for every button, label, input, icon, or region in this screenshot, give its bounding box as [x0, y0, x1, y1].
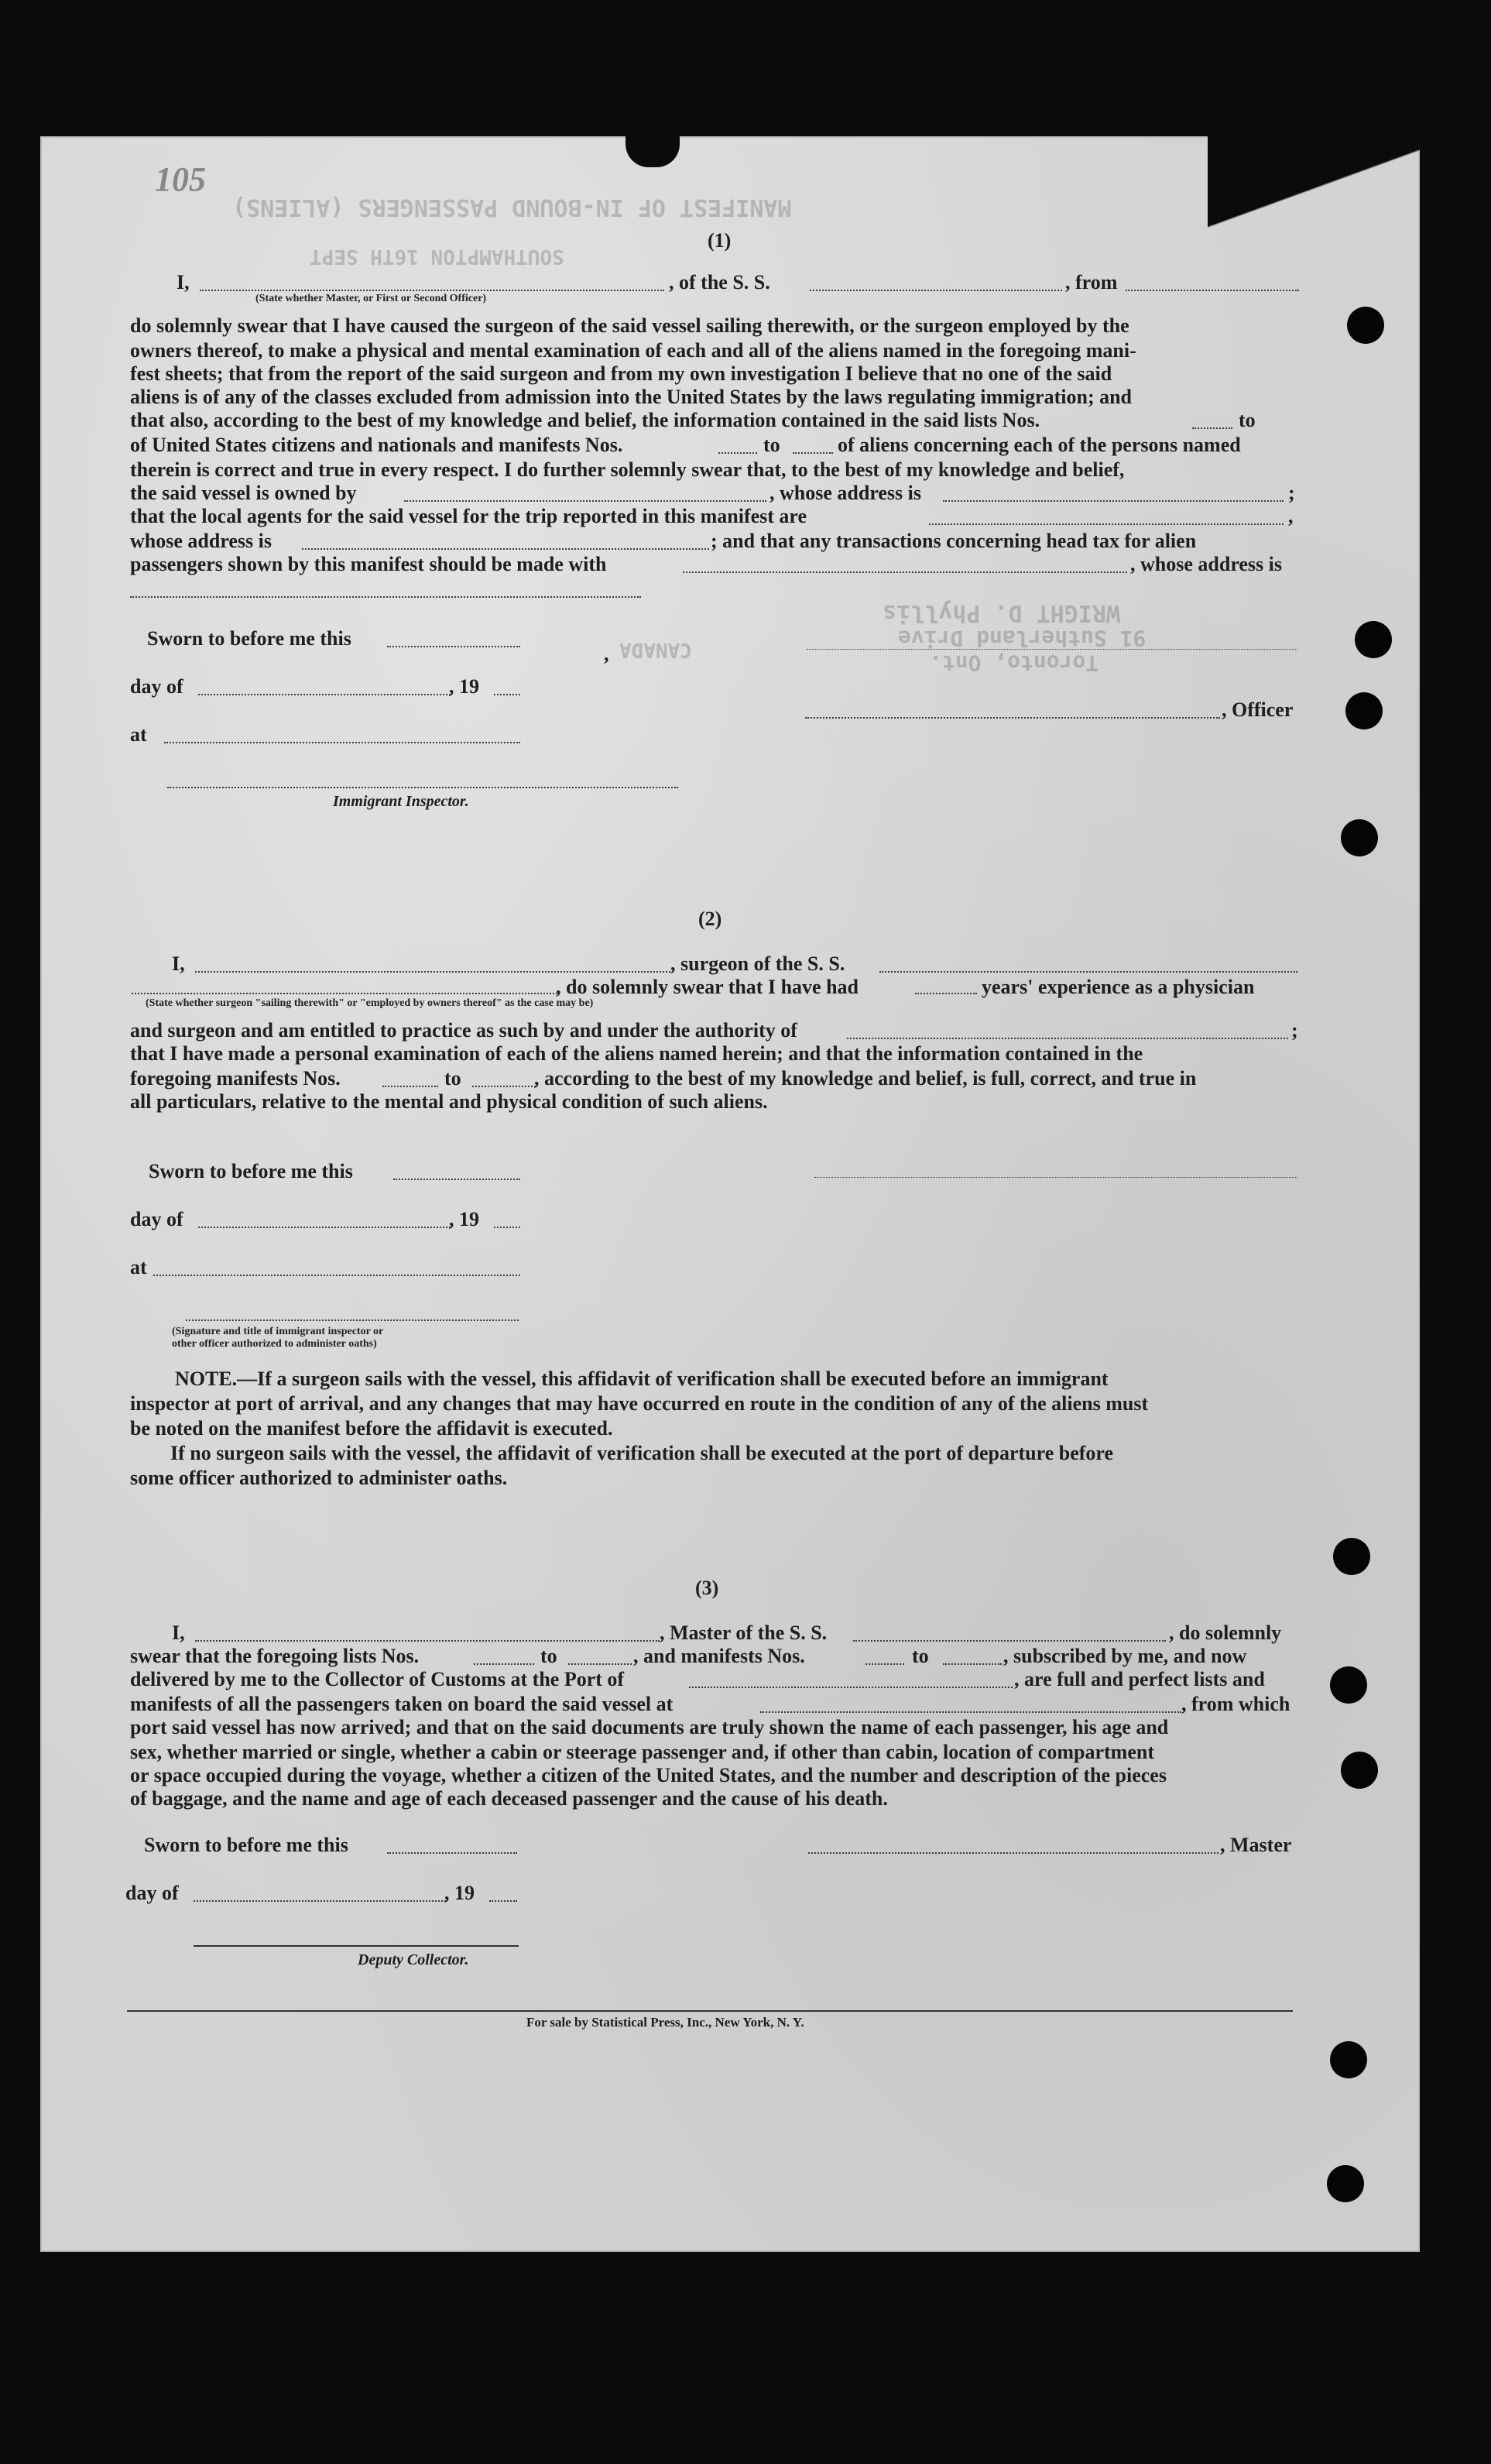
s3-lists-to-field[interactable] — [568, 1663, 632, 1665]
s3-year: , 19 — [444, 1882, 475, 1904]
agents-address-field[interactable] — [302, 548, 709, 550]
manifests-to-field[interactable] — [793, 452, 833, 454]
s3-master-signature-field[interactable] — [808, 1852, 1219, 1854]
s2-sworn-date-field[interactable] — [393, 1179, 520, 1180]
s3-para-line: port said vessel has now arrived; and that on the said documents are truly shown the name of each passenger, his age and — [130, 1716, 1169, 1738]
s2-sworn: Sworn to before me this — [149, 1160, 353, 1182]
s1-officer: , Officer — [1222, 698, 1294, 721]
s1-para-line: that also, according to the best of my knowledge and belief, the information contained in the said lists Nos. — [130, 409, 1040, 431]
bleed-through-text: WRIGHT D. Phyllis — [883, 599, 1121, 626]
s3-para-line: sex, whether married or single, whether a cabin or steerage passenger and, if other than cabin, location of compartment — [130, 1741, 1154, 1763]
s3-subscribed: , subscribed by me, and now — [1003, 1645, 1247, 1667]
s3-master-of: , Master of the S. S. — [660, 1622, 828, 1644]
punch-hole-icon — [1345, 692, 1383, 729]
s1-at-field[interactable] — [164, 742, 520, 743]
s2-surgeon-of: , surgeon of the S. S. — [670, 952, 845, 975]
s1-para-line: do solemnly swear that I have caused the surgeon of the said vessel sailing therewith, or the surgeon employed by the — [130, 314, 1129, 337]
s1-day-of: day of — [130, 675, 183, 698]
s1-officer-signature-field[interactable] — [807, 649, 1297, 650]
section-3-number: (3) — [695, 1577, 719, 1599]
s1-year: , 19 — [449, 675, 479, 698]
s3-year-field[interactable] — [489, 1900, 517, 1902]
s3-lists-from-field[interactable] — [474, 1663, 534, 1665]
s2-note-line: inspector at port of arrival, and any changes that may have occurred en route in the condition of any of the aliens must — [130, 1392, 1149, 1415]
s2-note-line: NOTE.—If a surgeon sails with the vessel, this affidavit of verification shall be executed before an immigrant — [175, 1368, 1109, 1390]
s3-manifests-to-field[interactable] — [943, 1663, 1002, 1665]
s2-para-line: foregoing manifests Nos. — [130, 1067, 341, 1090]
s1-inspector-signature-field[interactable] — [167, 787, 678, 788]
line1-ss: , of the S. S. — [669, 271, 770, 293]
punch-hole-icon — [1333, 1538, 1370, 1575]
line1-caption: (State whether Master, or First or Second Officer) — [255, 293, 487, 304]
s2-sig-caption-2: other officer authorized to administer oaths) — [172, 1338, 377, 1350]
s3-day-field[interactable] — [194, 1900, 446, 1902]
s1-of-aliens: of aliens concerning each of the persons named — [838, 434, 1241, 456]
s1-year-field[interactable] — [494, 694, 520, 695]
s2-swear: , do solemnly swear that I have had — [556, 976, 859, 998]
s2-surgeon-signature-field[interactable] — [814, 1177, 1297, 1178]
line1-i: I, — [177, 271, 190, 293]
s3-master: , Master — [1220, 1834, 1292, 1856]
s1-sworn-date-field[interactable] — [387, 646, 520, 647]
manifests-from-field[interactable] — [718, 452, 757, 454]
s1-para-line: passengers shown by this manifest should be made with — [130, 553, 607, 575]
line1-from: , from — [1065, 271, 1118, 293]
s1-officer-field[interactable] — [805, 717, 1220, 719]
s1-comma: , — [604, 643, 609, 665]
punch-hole-icon — [1330, 1666, 1367, 1704]
head-tax-address-field[interactable] — [130, 596, 641, 598]
lists-from-field[interactable] — [1192, 427, 1232, 429]
s2-authority-field[interactable] — [847, 1038, 1288, 1039]
s2-note-line: If no surgeon sails with the vessel, the affidavit of verification shall be executed at the port of departure before — [170, 1442, 1114, 1464]
s2-years: years' experience as a physician — [982, 976, 1255, 998]
s3-to: to — [540, 1645, 557, 1667]
bleed-through-text: 91 Sutherland Drive — [898, 626, 1147, 651]
s2-years-field[interactable] — [915, 993, 977, 994]
s2-day-field[interactable] — [198, 1227, 451, 1228]
s3-deputy-caption: Deputy Collector. — [358, 1951, 469, 1968]
s3-and-manifests: , and manifests Nos. — [633, 1645, 805, 1667]
s3-to: to — [912, 1645, 929, 1667]
s2-inspector-signature-field[interactable] — [186, 1320, 519, 1321]
punch-hole-icon — [1347, 307, 1384, 344]
s1-day-field[interactable] — [198, 694, 451, 695]
s3-from-which: , from which — [1181, 1693, 1290, 1715]
owner-address-field[interactable] — [943, 500, 1284, 502]
bleed-through-text: CANADA — [619, 638, 692, 661]
s2-surgeon-name-field[interactable] — [195, 971, 674, 973]
s3-master-name-field[interactable] — [195, 1640, 660, 1642]
s3-boarding-port-field[interactable] — [760, 1711, 1181, 1713]
s3-solemnly: , do solemnly — [1169, 1622, 1282, 1644]
printer-footer: For sale by Statistical Press, Inc., New York, N. Y. — [526, 2015, 804, 2030]
bleed-through-text: Toronto, Ont. — [929, 650, 1099, 676]
s3-day-of: day of — [125, 1882, 179, 1904]
s1-head-tax: ; and that any transactions concerning head tax for alien — [711, 530, 1197, 552]
s1-to: to — [1239, 409, 1256, 431]
s3-port-field[interactable] — [689, 1687, 1013, 1688]
s2-note-line: some officer authorized to administer oaths. — [130, 1467, 508, 1489]
s1-whose-address: , whose address is — [769, 482, 922, 504]
s3-manifests-from-field[interactable] — [865, 1663, 904, 1665]
s3-manifests: manifests of all the passengers taken on board the said vessel at — [130, 1693, 674, 1715]
page-corner-fold — [1208, 136, 1424, 245]
s1-para-line: that the local agents for the said vessel for the trip reported in this manifest are — [130, 505, 807, 527]
section-1-number: (1) — [708, 229, 732, 252]
s2-para-line: that I have made a personal examination of each of the aliens named herein; and that the information contained in the — [130, 1042, 1143, 1065]
bleed-through-text: MANIFEST OF IN-BOUND PASSENGERS (ALIENS) — [232, 194, 792, 221]
punch-hole-icon — [1341, 819, 1378, 856]
officer-name-field[interactable] — [200, 290, 664, 291]
s2-manifests-from-field[interactable] — [382, 1086, 438, 1087]
s1-para-line: of United States citizens and nationals and manifests Nos. — [130, 434, 623, 456]
s2-year-field[interactable] — [494, 1227, 520, 1228]
s3-i: I, — [172, 1622, 185, 1644]
s1-whose-address-is: , whose address is — [1130, 553, 1283, 575]
s3-vessel-field[interactable] — [853, 1640, 1166, 1642]
vessel-name-field[interactable] — [810, 290, 1062, 291]
s1-at: at — [130, 723, 147, 746]
s3-para-line: of baggage, and the name and age of each deceased passenger and the cause of his death. — [130, 1787, 888, 1810]
s1-comma: , — [1288, 505, 1294, 527]
s2-note-line: be noted on the manifest before the affidavit is executed. — [130, 1417, 613, 1440]
s2-according: , according to the best of my knowledge and belief, is full, correct, and true in — [534, 1067, 1197, 1090]
s2-para-line: all particulars, relative to the mental and physical condition of such aliens. — [130, 1090, 768, 1113]
s1-semicolon: ; — [1288, 482, 1295, 504]
s2-at: at — [130, 1256, 147, 1278]
agents-field[interactable] — [929, 523, 1284, 525]
manifest-number: 105 — [155, 160, 206, 198]
s2-semicolon: ; — [1291, 1019, 1298, 1042]
s1-para-line: whose address is — [130, 530, 272, 552]
s3-sworn-date-field[interactable] — [387, 1852, 517, 1854]
bleed-through-text: SOUTHAMPTON 16TH SEPT — [310, 245, 564, 268]
s3-swear-lists: swear that the foregoing lists Nos. — [130, 1645, 420, 1667]
s1-sworn: Sworn to before me this — [147, 627, 351, 650]
punch-hole-icon — [1330, 2041, 1367, 2078]
s2-surgeon-type-field[interactable] — [132, 993, 557, 994]
s1-para-line: aliens is of any of the classes excluded from admission into the United States by the laws regulating immigration; and — [130, 386, 1133, 408]
s2-caption: (State whether surgeon "sailing therewith" or "employed by owners thereof" as the case may be) — [146, 997, 594, 1009]
s2-para-line: and surgeon and am entitled to practice as such by and under the authority of — [130, 1019, 797, 1042]
s1-para-line: fest sheets; that from the report of the said surgeon and from my own investigation I believe that no one of the said — [130, 362, 1112, 385]
s1-inspector-caption: Immigrant Inspector. — [333, 793, 469, 810]
s2-i: I, — [172, 952, 185, 975]
s1-para-line: therein is correct and true in every respect. I do further solemnly swear that, to the best of my knowledge and belief, — [130, 458, 1125, 481]
s3-sworn: Sworn to before me this — [144, 1834, 348, 1856]
s2-sig-caption-1: (Signature and title of immigrant inspector or — [172, 1326, 384, 1337]
punch-hole-icon — [1341, 1752, 1378, 1789]
from-port-field[interactable] — [1126, 290, 1299, 291]
s2-year: , 19 — [449, 1208, 479, 1230]
s2-day-of: day of — [130, 1208, 183, 1230]
s3-para-line: or space occupied during the voyage, whether a citizen of the United States, and the number and description of the pieces — [130, 1764, 1167, 1786]
head-tax-agent-field[interactable] — [683, 571, 1127, 573]
s3-are-full: , are full and perfect lists and — [1014, 1668, 1265, 1690]
s1-para-line: owners thereof, to make a physical and mental examination of each and all of the aliens named in the foregoing mani- — [130, 339, 1136, 362]
s1-to: to — [763, 434, 780, 456]
s3-collector-signature-field[interactable] — [194, 1945, 519, 1947]
s1-para-line: the said vessel is owned by — [130, 482, 357, 504]
s2-to: to — [444, 1067, 461, 1090]
s3-delivered: delivered by me to the Collector of Customs at the Port of — [130, 1668, 625, 1690]
s2-manifests-to-field[interactable] — [472, 1086, 536, 1087]
s2-vessel-field[interactable] — [879, 971, 1297, 973]
section-2-number: (2) — [698, 908, 722, 930]
punch-hole-icon — [1355, 621, 1392, 658]
footer-divider — [127, 2010, 1293, 2012]
punch-hole-icon — [1327, 2165, 1364, 2202]
s2-at-field[interactable] — [153, 1275, 520, 1276]
owner-field[interactable] — [404, 500, 766, 502]
